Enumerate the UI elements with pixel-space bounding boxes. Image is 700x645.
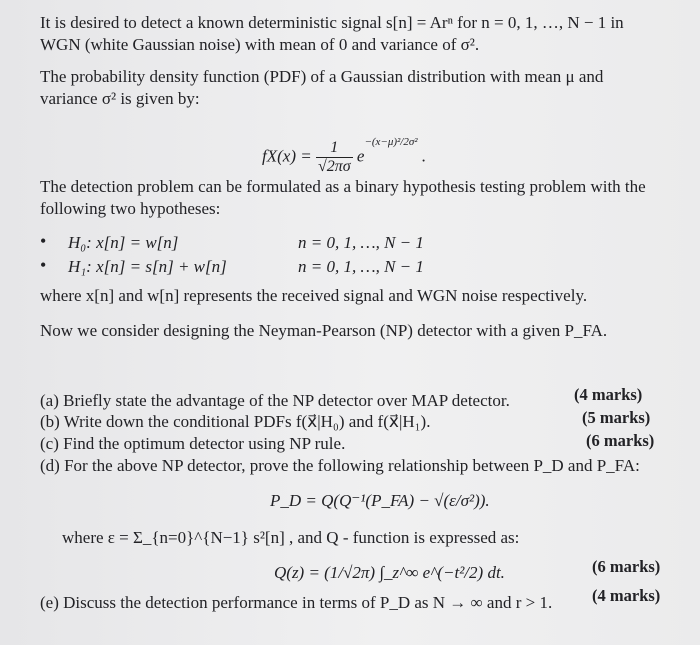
pdf-base: e	[356, 146, 365, 166]
q-function-formula: Q(z) = (1/√2π) ∫_z^∞ e^(−t²/2) dt.	[274, 563, 505, 582]
pdf-fraction	[316, 139, 353, 176]
pdf-frac-num: 1	[316, 139, 353, 158]
pdf-lhs: fX(x) =	[262, 146, 312, 166]
question-c: (c) Find the optimum detector using NP rule.	[40, 434, 346, 453]
bullet-icon: •	[40, 231, 47, 251]
intro-line-1: It is desired to detect a known deterministic signal s[n] = Arⁿ for n = 0, 1, …, N − 1 in	[40, 13, 624, 32]
question-b-marks: (5 marks)	[582, 408, 651, 427]
intro-line-3: The probability density function (PDF) of a Gaussian distribution with mean μ and	[40, 67, 604, 86]
where-line: where x[n] and w[n] represents the received signal and WGN noise respectively.	[40, 286, 588, 305]
question-d-marks: (6 marks)	[592, 557, 661, 576]
problem-line-1: The detection problem can be formulated as a binary hypothesis testing problem with the	[40, 177, 646, 196]
where-energy-line: where ε = Σ_{n=0}^{N−1} s²[n] , and Q - function is expressed as:	[62, 528, 520, 547]
pdf-formula	[262, 130, 426, 179]
np-line: Now we consider designing the Neyman-Pearson (NP) detector with a given P_FA.	[40, 321, 608, 340]
question-c-marks: (6 marks)	[586, 431, 655, 450]
bullet-icon: •	[40, 255, 47, 275]
intro-line-4: variance σ² is given by:	[40, 89, 200, 108]
question-a: (a) Briefly state the advantage of the NP detector over MAP detector.	[40, 391, 510, 410]
question-d: (d) For the above NP detector, prove the following relationship between P_D and P_FA:	[40, 456, 640, 475]
pd-formula: P_D = Q(Q⁻¹(P_FA) − √(ε/σ²)).	[270, 491, 490, 510]
intro-line-2: WGN (white Gaussian noise) with mean of 0 and variance of σ².	[40, 35, 480, 54]
pdf-exponent: −(x−μ)²/2σ²	[364, 136, 418, 148]
question-e: (e) Discuss the detection performance in terms of P_D as N → ∞ and r > 1.	[40, 593, 553, 612]
hypothesis-h0: H₀: x[n] = w[n]	[68, 233, 179, 252]
question-a-marks: (4 marks)	[574, 385, 643, 404]
pdf-end: .	[421, 146, 427, 166]
problem-line-2: following two hypotheses:	[40, 199, 221, 218]
question-b: (b) Write down the conditional PDFs f(x⃗|H₀) and f(x⃗|H₁).	[40, 412, 431, 431]
hypothesis-h1-range: n = 0, 1, …, N − 1	[298, 257, 424, 276]
pdf-frac-den: √2πσ	[317, 158, 351, 176]
question-e-marks: (4 marks)	[592, 586, 661, 605]
hypothesis-h0-range: n = 0, 1, …, N − 1	[298, 233, 424, 252]
hypothesis-h1: H₁: x[n] = s[n] + w[n]	[68, 257, 227, 276]
